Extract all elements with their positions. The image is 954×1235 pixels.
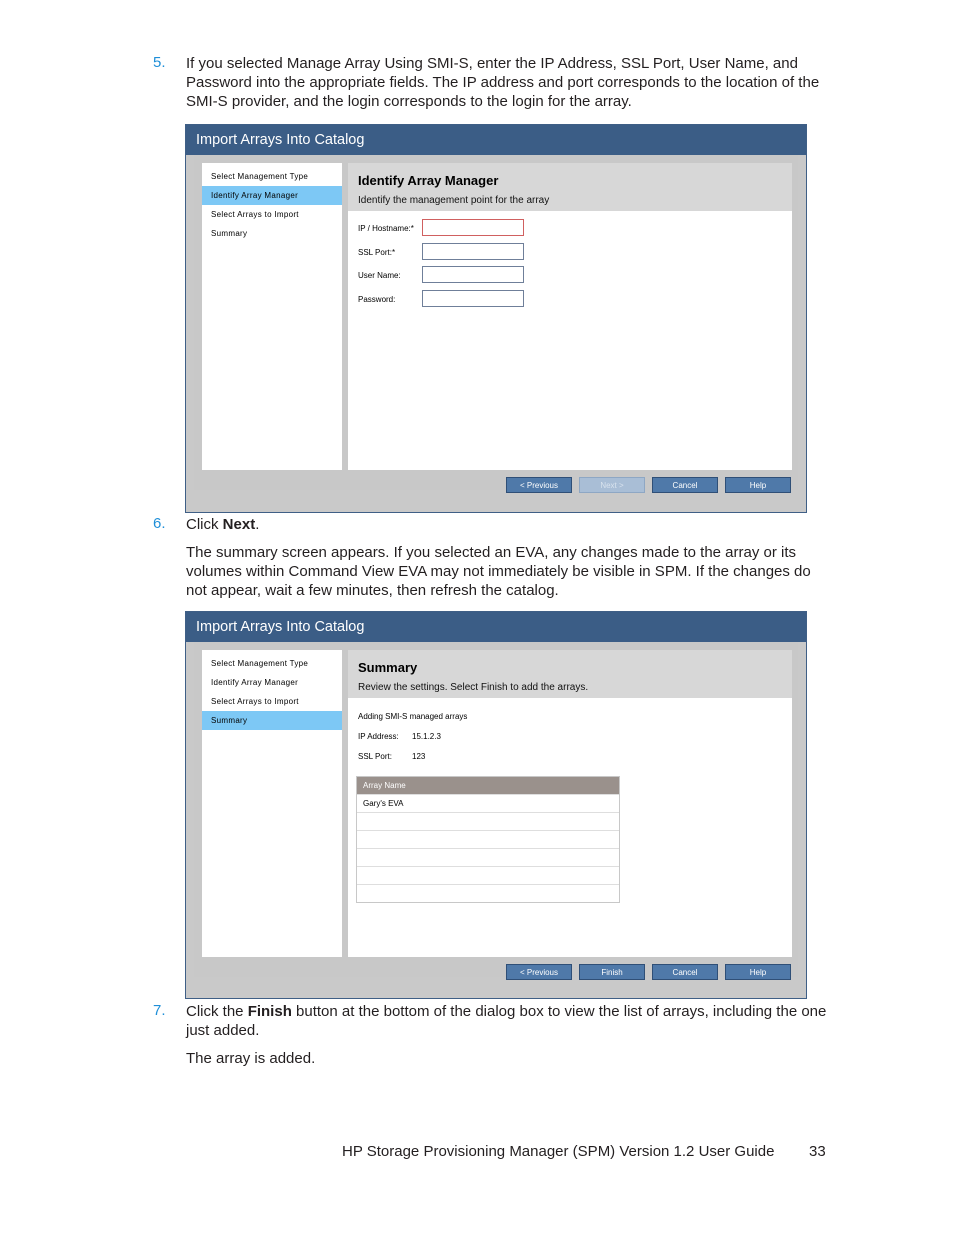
ssl-port-value: 123	[412, 752, 426, 761]
nav-item-summary[interactable]: Summary	[202, 711, 342, 730]
ssl-port-label: SSL Port:*	[358, 248, 396, 257]
password-input[interactable]	[422, 290, 524, 307]
panel-title: Summary	[358, 660, 418, 675]
nav-item-identify-array-manager[interactable]: Identify Array Manager	[202, 186, 342, 205]
password-label: Password:	[358, 295, 396, 304]
help-button[interactable]: Help	[725, 477, 791, 493]
panel-subtitle: Review the settings. Select Finish to add the arrays.	[358, 682, 589, 693]
table-row[interactable]	[357, 848, 619, 866]
nav-item-select-management-type[interactable]: Select Management Type	[211, 172, 309, 181]
ssl-port-row	[358, 752, 426, 761]
finish-button[interactable]: Finish	[579, 964, 645, 980]
identify-array-manager-dialog	[185, 124, 807, 513]
wizard-panel	[348, 650, 792, 957]
help-button[interactable]: Help	[725, 964, 791, 980]
cancel-button[interactable]: Cancel	[652, 964, 718, 980]
nav-item-select-arrays[interactable]: Select Arrays to Import	[211, 210, 299, 219]
footer-title: HP Storage Provisioning Manager (SPM) Version 1.2 User Guide	[342, 1143, 775, 1160]
table-row[interactable]: Gary's EVA	[357, 794, 619, 812]
dialog-title: Import Arrays Into Catalog	[186, 125, 806, 155]
dialog-body	[194, 155, 798, 490]
table-row[interactable]	[357, 830, 619, 848]
step-text: If you selected Manage Array Using SMI-S, enter the IP Address, SSL Port, User Name, and Password into the appropriate fields. The IP address and port corresponds to the location of the SMI-S provider, and the login corresponds to the login for the array.	[186, 55, 820, 110]
panel-subtitle: Identify the management point for the array	[358, 195, 550, 206]
dialog-body	[194, 642, 798, 977]
table-row[interactable]	[357, 866, 619, 884]
step-suffix: button at the bottom of the dialog box to view the list of arrays, including the one just added.	[186, 1003, 827, 1039]
step-prefix: Click the	[186, 1003, 248, 1020]
ssl-port-input[interactable]	[422, 243, 524, 260]
button-bar	[194, 477, 798, 495]
panel-header	[348, 650, 792, 698]
page-number: 33	[809, 1143, 826, 1160]
wizard-nav	[202, 650, 342, 957]
ip-address-row	[358, 732, 441, 741]
column-header-array-name[interactable]: Array Name	[357, 777, 619, 794]
ip-address-value: 15.1.2.3	[412, 732, 441, 741]
panel-title: Identify Array Manager	[358, 173, 499, 188]
ip-hostname-input[interactable]	[422, 219, 524, 236]
nav-item-select-arrays[interactable]: Select Arrays to Import	[211, 697, 299, 706]
table-row[interactable]	[357, 812, 619, 830]
user-name-label: User Name:	[358, 271, 401, 280]
ip-address-label: IP Address:	[358, 732, 399, 741]
wizard-nav	[202, 163, 342, 470]
user-name-input[interactable]	[422, 266, 524, 283]
nav-item-summary[interactable]: Summary	[211, 229, 248, 238]
cancel-button[interactable]: Cancel	[652, 477, 718, 493]
step-suffix: .	[255, 516, 260, 533]
previous-button[interactable]: < Previous	[506, 477, 572, 493]
array-table	[356, 776, 620, 903]
table-row[interactable]	[357, 884, 619, 902]
step-number: 6.	[153, 515, 166, 532]
summary-dialog	[185, 611, 807, 999]
step-text	[186, 515, 831, 534]
previous-button[interactable]: < Previous	[506, 964, 572, 980]
panel-header	[348, 163, 792, 211]
step-bold: Next	[222, 516, 256, 533]
step-number: 7.	[153, 1002, 166, 1019]
dialog-title: Import Arrays Into Catalog	[186, 612, 806, 642]
ip-hostname-label: IP / Hostname:*	[358, 224, 414, 233]
step-text	[186, 1002, 831, 1040]
step-bold: Finish	[247, 1003, 292, 1020]
next-button[interactable]: Next >	[579, 477, 645, 493]
step-prefix: Click	[186, 516, 223, 533]
step-number: 5.	[153, 54, 166, 71]
button-bar	[194, 964, 798, 982]
step-7-paragraph: The array is added.	[186, 1050, 316, 1067]
nav-item-select-management-type[interactable]: Select Management Type	[211, 659, 309, 668]
ssl-port-label: SSL Port:	[358, 752, 392, 761]
wizard-panel	[348, 163, 792, 470]
nav-item-identify-array-manager[interactable]: Identify Array Manager	[211, 678, 299, 687]
summary-heading: Adding SMI-S managed arrays	[358, 712, 468, 721]
step-6-paragraph: The summary screen appears. If you selected an EVA, any changes made to the array or its volumes within Command View EVA may not immediately be visible in SPM. If the changes do not appear, wait a few minutes, then refresh the catalog.	[186, 544, 811, 599]
